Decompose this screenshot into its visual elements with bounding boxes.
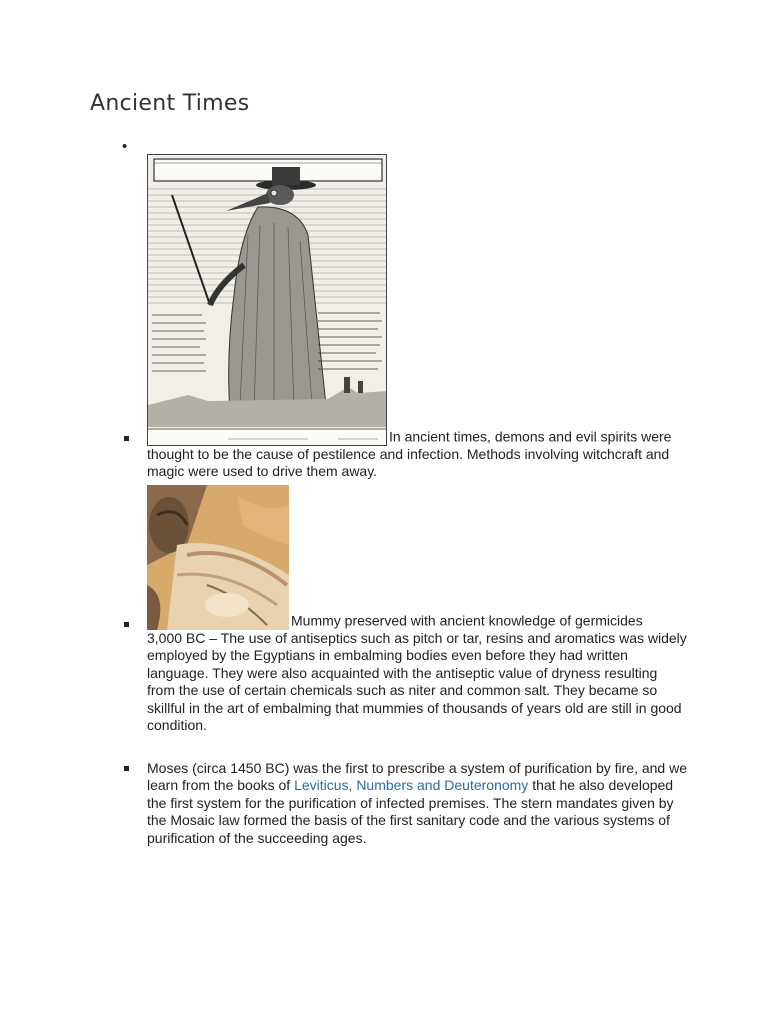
item-2-text: 3,000 BC – The use of antiseptics such as pitch or tar, resins and aromatics was widely employed by the Egyptians in embalming bodies even before they had written language. They were also acquainted with the antiseptic value of dryness resulting from the use of certain chemicals such as niter and common salt. They became so skillful in the art of embalming that mummies of thousands of years old are still in good condition. (147, 630, 687, 734)
leviticus-link[interactable]: Leviticus, Numbers and Deuteronomy (294, 777, 529, 794)
page-title: Ancient Times (90, 91, 250, 116)
list-item-1 (147, 154, 687, 481)
list-item-3 (147, 760, 687, 847)
plague-doctor-image (147, 154, 387, 446)
item-1-text: In ancient times, demons and evil spirits were thought to be the cause of pestilence and infection. Methods involving witchcraft and magic were used to drive them away. (147, 428, 672, 480)
bullet-2 (124, 622, 129, 627)
list-item-2 (147, 485, 687, 734)
bullet-empty: • (122, 138, 128, 155)
mummy-image (147, 485, 289, 630)
item-3-text-after: that he also developed the first system for the purification of infected premises. The stern mandates given by the Mosaic law formed the basis of the first sanitary code and the various systems of purification of the succeeding ages. (147, 777, 674, 846)
bullet-3 (124, 766, 129, 771)
bullet-1 (124, 436, 129, 441)
item-3-text-before: Moses (circa 1450 BC) was the first to prescribe a system of purification by fire, and we learn from the books of (147, 760, 687, 794)
mummy-caption: Mummy preserved with ancient knowledge of germicides (291, 612, 643, 629)
